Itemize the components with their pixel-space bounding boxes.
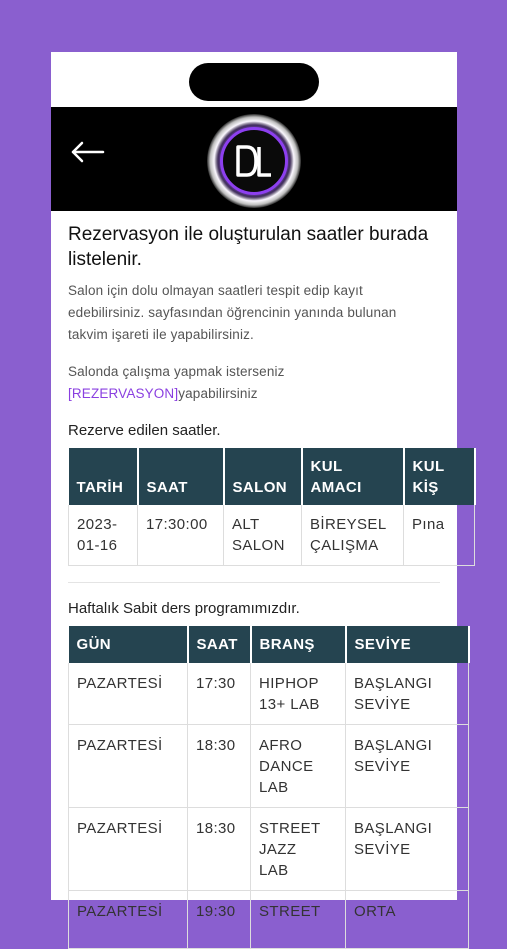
- column-header: SEVİYE: [346, 626, 469, 663]
- section-divider: [68, 582, 440, 583]
- dl-logo-icon: [220, 127, 288, 195]
- column-header: SAAT: [188, 626, 251, 663]
- column-header: BRANŞ: [251, 626, 346, 663]
- table-header-row: [69, 626, 469, 663]
- weekly-section-title: Haftalık Sabit ders programımızdır.: [68, 600, 300, 617]
- arrow-left-icon: [69, 135, 107, 169]
- table-cell: BİREYSEL ÇALIŞMA: [302, 505, 404, 566]
- app-header: [51, 107, 457, 211]
- table-cell: STREET: [251, 891, 346, 949]
- table-row: [69, 891, 469, 949]
- table-row: [69, 663, 469, 725]
- column-header: SALON: [224, 448, 302, 505]
- reserved-section-title: Rezerve edilen saatler.: [68, 422, 221, 439]
- table-cell: 19:30: [188, 891, 251, 949]
- back-button[interactable]: [69, 135, 107, 169]
- table-cell: AFRO DANCE LAB: [251, 725, 346, 808]
- brand-logo: [207, 114, 301, 208]
- table-cell: 17:30: [188, 663, 251, 725]
- column-header: KUL KİŞ: [404, 448, 475, 505]
- weekly-table: [68, 626, 470, 949]
- table-cell: ORTA: [346, 891, 469, 949]
- table-row: [69, 808, 469, 891]
- column-header: KUL AMACI: [302, 448, 404, 505]
- table-cell: 17:30:00: [138, 505, 224, 566]
- table-cell: ALT SALON: [224, 505, 302, 566]
- dynamic-island: [189, 63, 319, 101]
- reserved-table: [68, 448, 476, 566]
- column-header: TARİH: [69, 448, 138, 505]
- table-cell: PAZARTESİ: [69, 891, 188, 949]
- reservation-hint-tail: yapabilirsiniz: [178, 386, 258, 401]
- page-content: [68, 222, 445, 949]
- table-cell: 18:30: [188, 808, 251, 891]
- weekly-table-wrapper[interactable]: [68, 626, 440, 949]
- app-screen: [51, 52, 457, 920]
- table-cell: PAZARTESİ: [69, 725, 188, 808]
- table-cell: Pına: [404, 505, 475, 566]
- page-title: Rezervasyon ile oluşturulan saatler burada listelenir.: [68, 224, 429, 270]
- table-cell: HIPHOP 13+ LAB: [251, 663, 346, 725]
- column-header: GÜN: [69, 626, 188, 663]
- table-cell: BAŞLANGI SEVİYE: [346, 808, 469, 891]
- table-cell: 2023- 01-16: [69, 505, 138, 566]
- table-row: [69, 725, 469, 808]
- table-cell: PAZARTESİ: [69, 663, 188, 725]
- info-paragraph: Salon için dolu olmayan saatleri tespit edip kayıt edebilirsiniz. sayfasından öğrencinin yanında bulunan takvim işareti ile yapabilirsiniz.: [68, 283, 397, 342]
- reservation-link[interactable]: [REZERVASYON]: [68, 386, 179, 401]
- table-cell: BAŞLANGI SEVİYE: [346, 725, 469, 808]
- table-cell: STREET JAZZ LAB: [251, 808, 346, 891]
- table-cell: 18:30: [188, 725, 251, 808]
- reservation-hint-text: Salonda çalışma yapmak isterseniz: [68, 364, 285, 379]
- table-cell: BAŞLANGI SEVİYE: [346, 663, 469, 725]
- reservation-hint: [68, 361, 440, 405]
- table-row: [69, 505, 475, 566]
- reserved-table-wrapper[interactable]: [68, 448, 445, 566]
- table-header-row: [69, 448, 475, 505]
- column-header: SAAT: [138, 448, 224, 505]
- table-cell: PAZARTESİ: [69, 808, 188, 891]
